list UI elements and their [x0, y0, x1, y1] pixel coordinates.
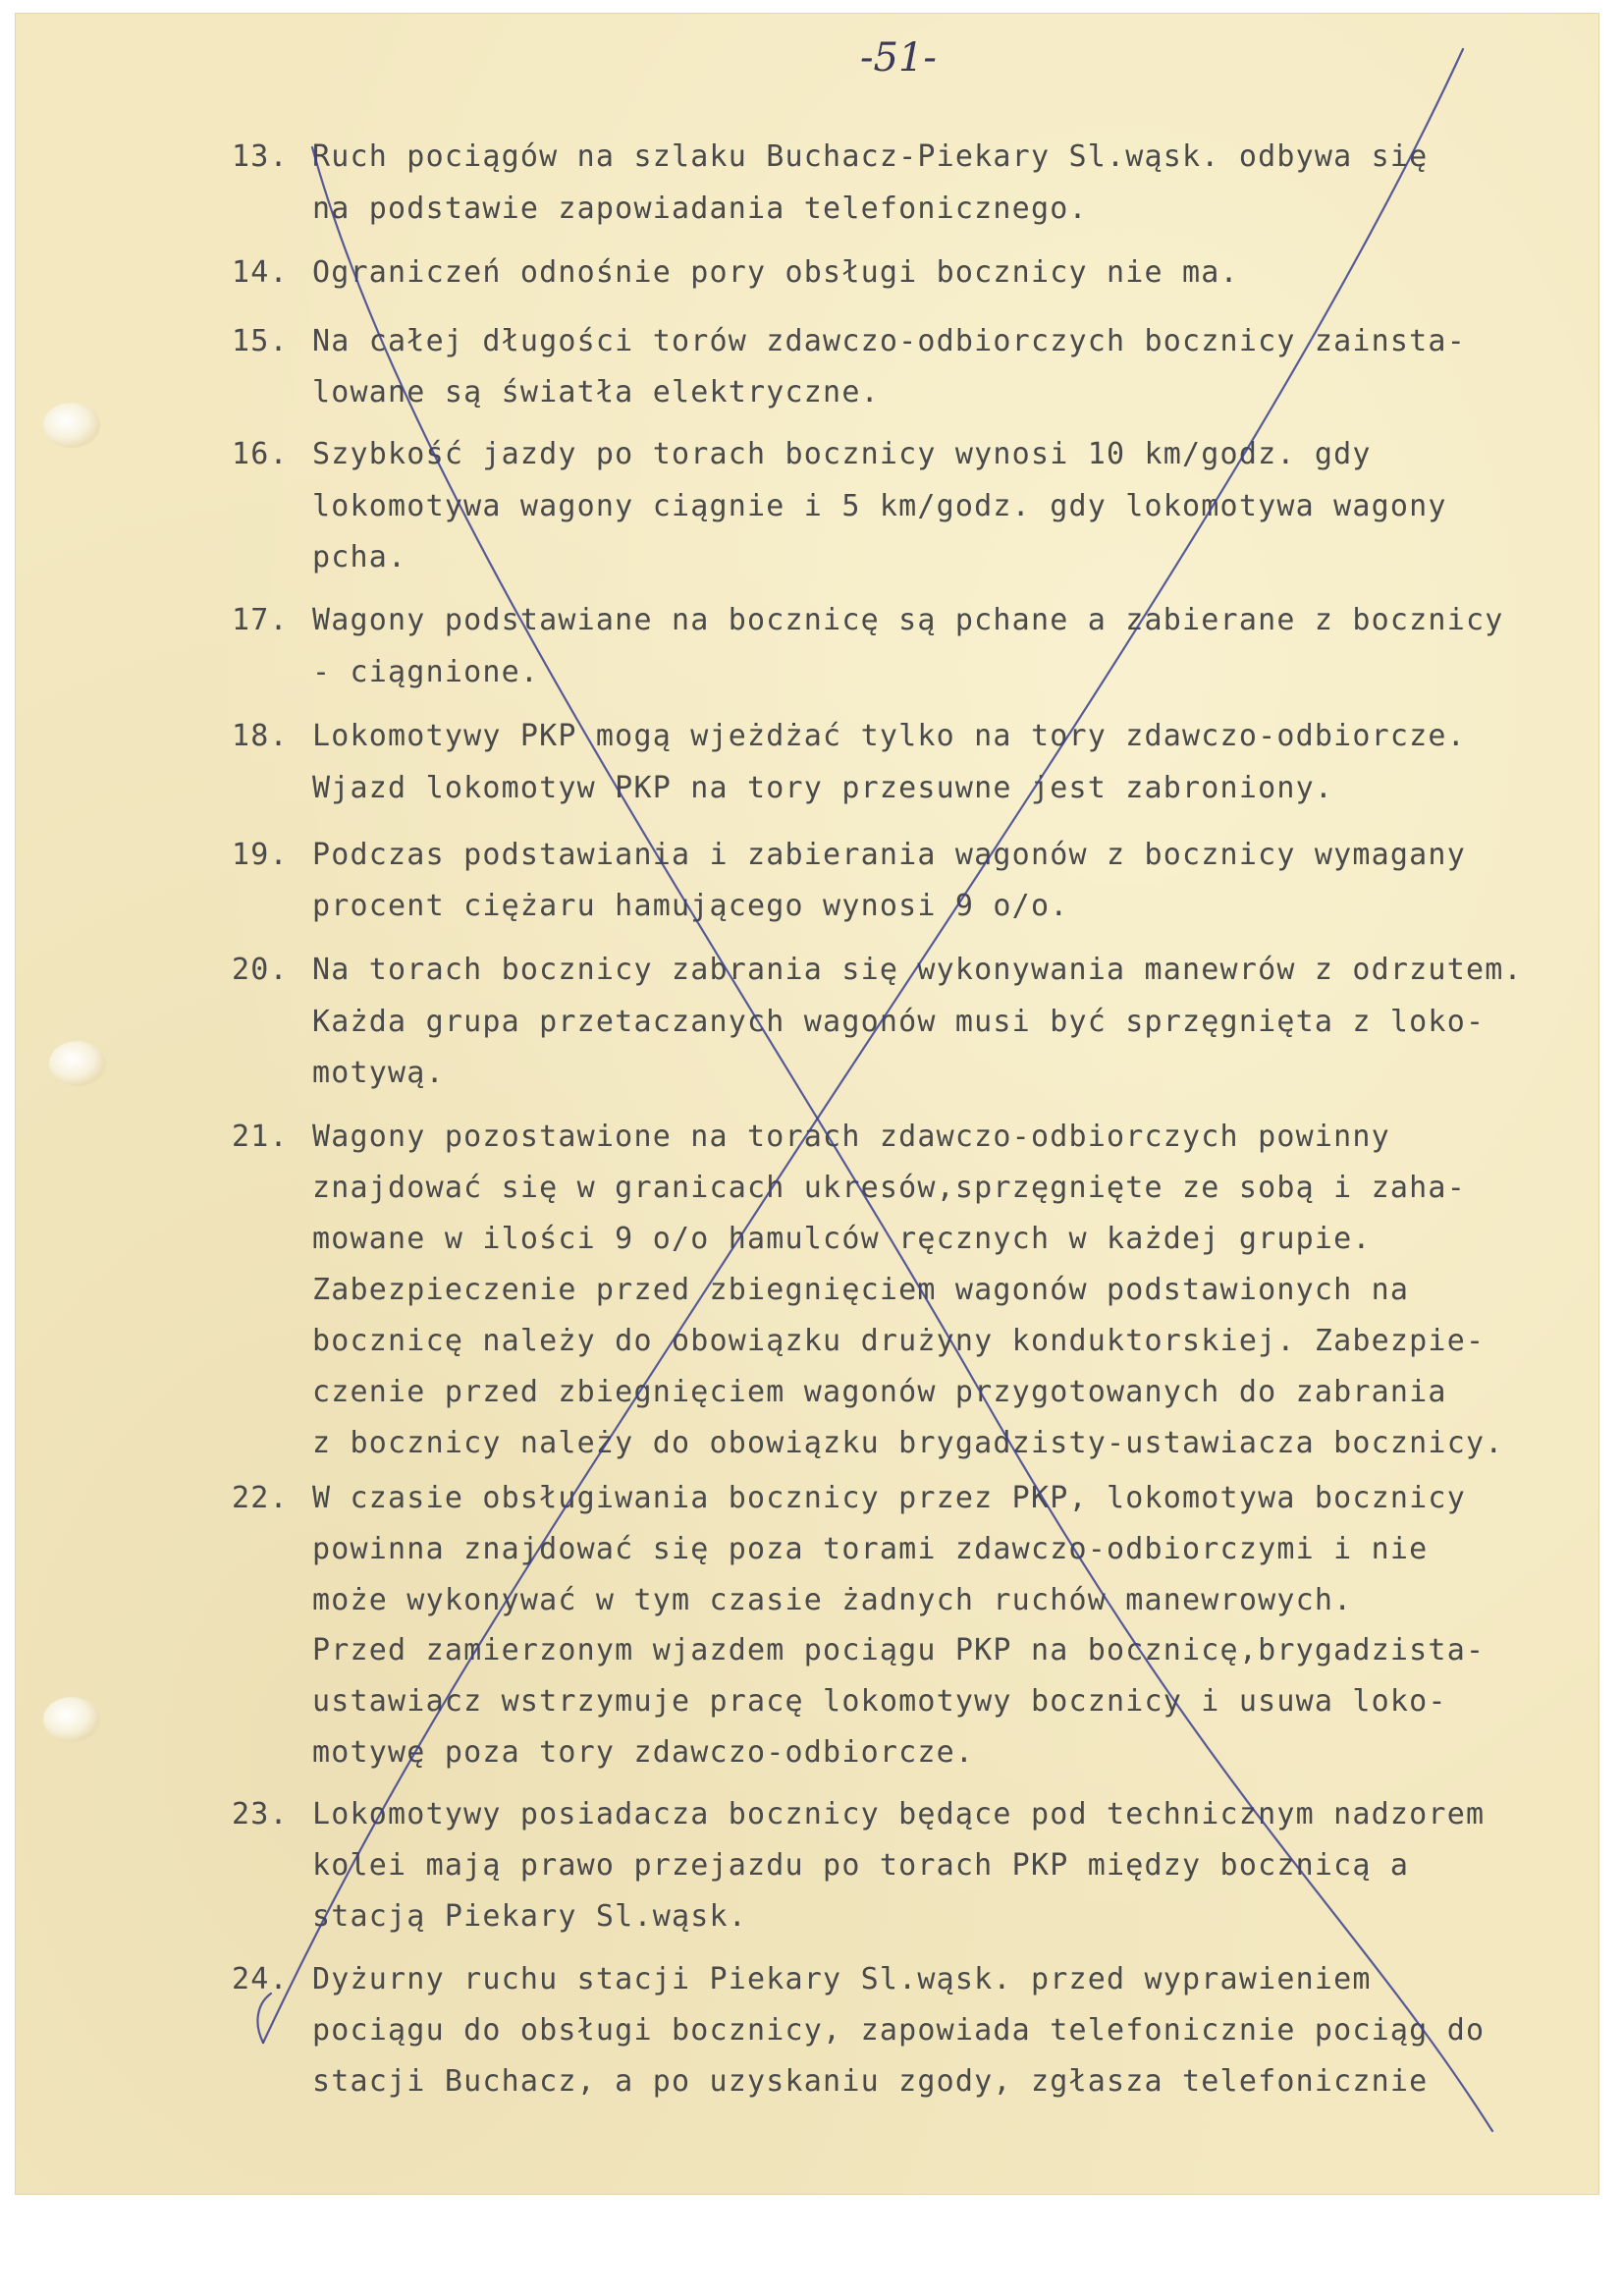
paragraph-line: lokomotywa wagony ciągnie i 5 km/godz. gdy lokomotywa wagony — [312, 489, 1447, 523]
paragraph-number: 14. — [232, 255, 289, 290]
paragraph-line: mowane w ilości 9 o/o hamulców ręcznych w każdej grupie. — [312, 1222, 1372, 1256]
paragraph-line: Na torach bocznicy zabrania się wykonywania manewrów z odrzutem. — [312, 953, 1523, 987]
paragraph-number: 13. — [232, 139, 289, 174]
cross-out-stroke-ascending — [263, 49, 1463, 2043]
paragraph-line: Wjazd lokomotyw PKP na tory przesuwne jest zabroniony. — [312, 771, 1334, 805]
paragraph-line: lowane są światła elektryczne. — [312, 375, 880, 410]
paragraph-line: - ciągnione. — [312, 655, 540, 689]
paragraph-line: Szybkość jazdy po torach bocznicy wynosi 10 km/godz. gdy — [312, 437, 1372, 471]
paragraph-line: Dyżurny ruchu stacji Piekary Sl.wąsk. przed wyprawieniem — [312, 1962, 1372, 1996]
paragraph-line: czenie przed zbiegnięciem wagonów przygotowanych do zabrania — [312, 1375, 1447, 1409]
paragraph-line: na podstawie zapowiadania telefonicznego. — [312, 191, 1088, 226]
paragraph-line: Wagony podstawiane na bocznicę są pchane a zabierane z bocznicy — [312, 603, 1504, 637]
paragraph-line: stacji Buchacz, a po uzyskaniu zgody, zgłasza telefonicznie — [312, 2064, 1429, 2099]
paragraph-line: motywę poza tory zdawczo-odbiorcze. — [312, 1735, 975, 1770]
cross-out-stroke-descending — [312, 147, 1492, 2131]
paragraph-number: 18. — [232, 719, 289, 753]
paragraph-line: procent ciężaru hamującego wynosi 9 o/o. — [312, 889, 1069, 923]
paragraph-line: Ruch pociągów na szlaku Buchacz-Piekary Sl.wąsk. odbywa się — [312, 139, 1429, 174]
paragraph-line: pociągu do obsługi bocznicy, zapowiada telefonicznie pociąg do — [312, 2013, 1486, 2048]
paragraph-number: 17. — [232, 603, 289, 637]
paragraph-line: Każda grupa przetaczanych wagonów musi być sprzęgnięta z loko- — [312, 1005, 1486, 1039]
paragraph-line: ustawiacz wstrzymuje pracę lokomotywy bocznicy i usuwa loko- — [312, 1684, 1447, 1719]
paragraph-line: Wagony pozostawione na torach zdawczo-odbiorczych powinny — [312, 1120, 1390, 1154]
paragraph-number: 16. — [232, 437, 289, 471]
paragraph-line: powinna znajdować się poza torami zdawczo-odbiorczymi i nie — [312, 1532, 1429, 1566]
paragraph-line: Przed zamierzonym wjazdem pociągu PKP na bocznicę,brygadzista- — [312, 1633, 1486, 1667]
paragraph-line: Lokomotywy PKP mogą wjeżdżać tylko na tory zdawczo-odbiorcze. — [312, 719, 1466, 753]
paragraph-number: 20. — [232, 953, 289, 987]
paragraph-line: z bocznicy należy do obowiązku brygadzisty-ustawiacza bocznicy. — [312, 1426, 1504, 1460]
paragraph-line: Lokomotywy posiadacza bocznicy będące pod technicznym nadzorem — [312, 1797, 1486, 1831]
page-number: -51- — [860, 35, 937, 81]
paragraph-number: 15. — [232, 324, 289, 358]
paragraph-line: stacją Piekary Sl.wąsk. — [312, 1899, 748, 1934]
paragraph-number: 22. — [232, 1481, 289, 1515]
paragraph-line: znajdować się w granicach ukresów,sprzęgnięte ze sobą i zaha- — [312, 1171, 1466, 1205]
paragraph-line: motywą. — [312, 1056, 445, 1090]
cross-out-hook — [257, 1994, 271, 2043]
paragraph-line: Na całej długości torów zdawczo-odbiorczych bocznicy zainsta- — [312, 324, 1466, 358]
paragraph-number: 23. — [232, 1797, 289, 1831]
paragraph-line: Ograniczeń odnośnie pory obsługi bocznicy nie ma. — [312, 255, 1239, 290]
paragraph-line: W czasie obsługiwania bocznicy przez PKP, lokomotywa bocznicy — [312, 1481, 1466, 1515]
paragraph-number: 24. — [232, 1962, 289, 1996]
paragraph-number: 19. — [232, 838, 289, 872]
paragraph-line: może wykonywać w tym czasie żadnych ruchów manewrowych. — [312, 1583, 1353, 1617]
paragraph-line: kolei mają prawo przejazdu po torach PKP między bocznicą a — [312, 1848, 1410, 1883]
paragraph-number: 21. — [232, 1120, 289, 1154]
paragraph-line: bocznicę należy do obowiązku drużyny konduktorskiej. Zabezpie- — [312, 1324, 1486, 1358]
paragraph-line: pcha. — [312, 540, 407, 574]
paragraph-line: Podczas podstawiania i zabierania wagonów z bocznicy wymagany — [312, 838, 1466, 872]
paragraph-line: Zabezpieczenie przed zbiegnięciem wagonów podstawionych na — [312, 1273, 1410, 1307]
